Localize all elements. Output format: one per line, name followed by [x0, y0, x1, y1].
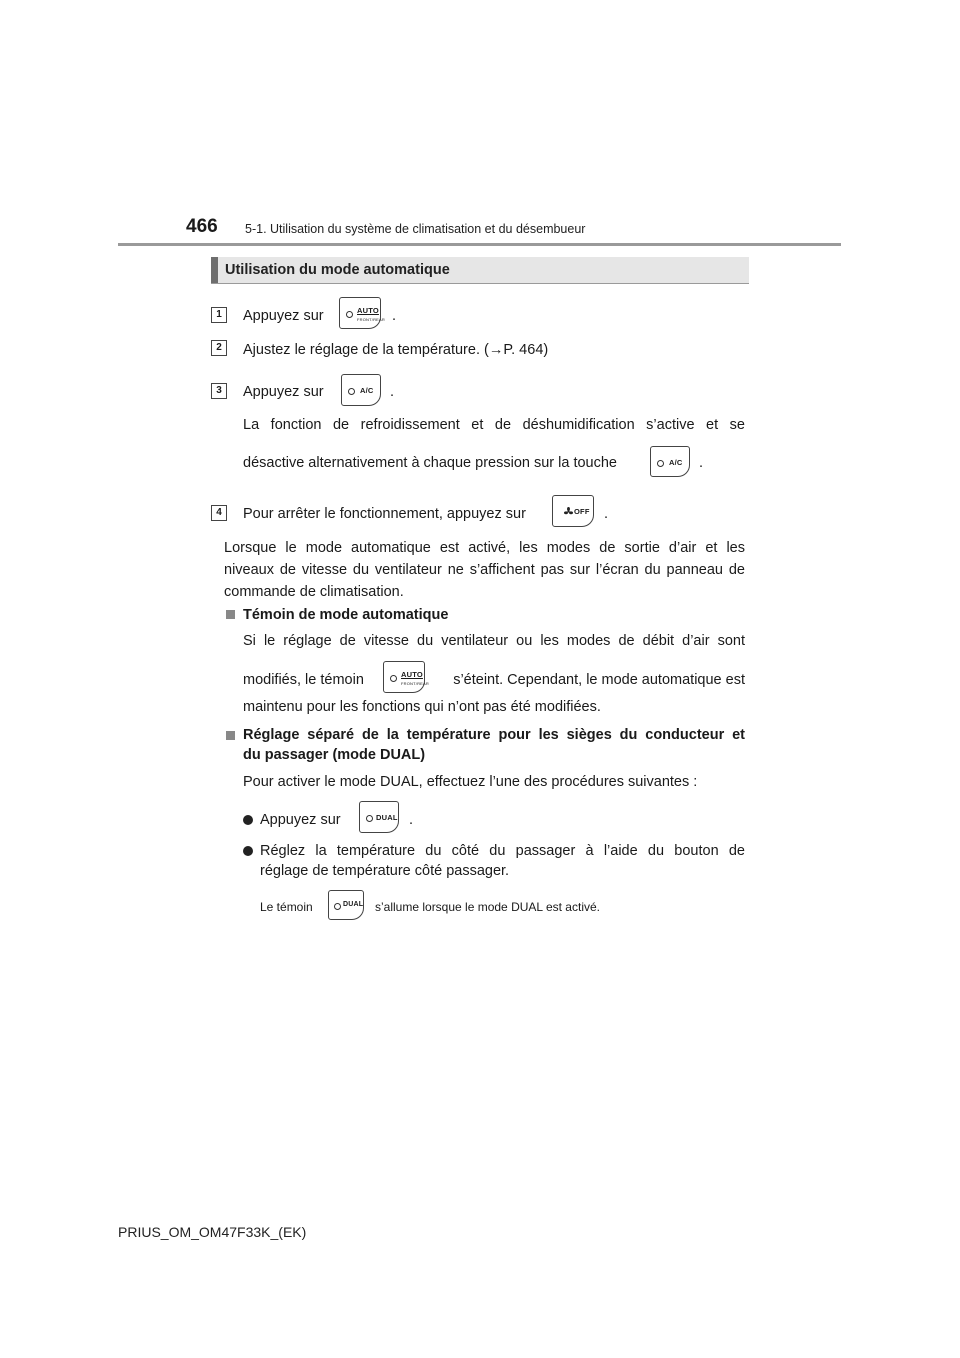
- step-2-text: Ajustez le réglage de la température. (→P. 464): [243, 342, 549, 358]
- dual-bullet-1-text: Appuyez sur: [260, 812, 341, 828]
- indicator-light-icon: [390, 675, 397, 682]
- step-number-4: 4: [211, 505, 227, 521]
- ac-button-label: A/C: [360, 386, 374, 395]
- indicator-light-icon: [348, 388, 355, 395]
- step-3-note-line-1: La fonction de refroidissement et de déshumidification s’active et se: [243, 417, 745, 433]
- dual-bullet-2-line-2: réglage de température côté passager.: [260, 863, 510, 879]
- dual-intro: Pour activer le mode DUAL, effectuez l’une des procédures suivantes :: [243, 774, 698, 790]
- step-3-note-period: .: [699, 455, 704, 471]
- auto-indicator-line-2b: s’éteint. Cependant, le mode automatique est: [453, 672, 745, 688]
- off-button-label: OFF: [574, 507, 590, 516]
- dual-heading-line-2: du passager (mode DUAL): [243, 747, 426, 763]
- auto-indicator-line-1: Si le réglage de vitesse du ventilateur ou les modes de débit d’air sont: [243, 633, 745, 649]
- auto-button-icon: [383, 661, 429, 693]
- section-bar-accent: [211, 257, 218, 283]
- step-1-text: Appuyez sur: [243, 308, 324, 324]
- indicator-light-icon: [366, 815, 373, 822]
- step-3-text: Appuyez sur: [243, 384, 324, 400]
- dual-note-text-end: s’allume lorsque le mode DUAL est activé.: [375, 900, 600, 914]
- dual-bullet-1-period: .: [409, 812, 414, 828]
- indicator-light-icon: [334, 903, 341, 910]
- dual-note-text: Le témoin: [260, 900, 313, 914]
- auto-button-sublabel: FRONT/REAR: [401, 681, 429, 686]
- ac-button-label: A/C: [669, 458, 683, 467]
- step-1-period: .: [392, 308, 397, 324]
- dual-button-label: DUAL: [376, 813, 398, 822]
- step-4-period: .: [604, 506, 609, 522]
- fan-icon: [564, 507, 573, 516]
- step-number-1: 1: [211, 307, 227, 323]
- section-title-bar: [211, 257, 749, 284]
- running-header: 5-1. Utilisation du système de climatisation et du désembueur: [245, 222, 586, 236]
- indicator-light-icon: [346, 311, 353, 318]
- dot-bullet-icon: [243, 846, 253, 856]
- off-button-icon: [552, 495, 594, 527]
- auto-indicator-heading: Témoin de mode automatique: [243, 607, 449, 623]
- dual-heading-line-1: Réglage séparé de la température pour les sièges du conducteur et: [243, 727, 745, 743]
- auto-button-icon: [339, 297, 385, 329]
- auto-button-label: AUTO: [401, 670, 423, 679]
- ac-button-icon: [341, 374, 381, 406]
- square-bullet-icon: [226, 731, 235, 740]
- step-4-text: Pour arrêter le fonctionnement, appuyez sur: [243, 506, 526, 522]
- auto-button-sublabel: FRONT/REAR: [357, 317, 385, 322]
- paragraph-line-2: niveaux de vitesse du ventilateur ne s’affichent pas sur l’écran du panneau de: [224, 562, 745, 578]
- dual-button-icon: [328, 890, 364, 920]
- document-footer: PRIUS_OM_OM47F33K_(EK): [118, 1224, 307, 1240]
- section-title: Utilisation du mode automatique: [225, 262, 450, 278]
- dot-bullet-icon: [243, 815, 253, 825]
- step-3-period: .: [390, 384, 395, 400]
- paragraph-line-3: commande de climatisation.: [224, 584, 404, 600]
- auto-indicator-line-3: maintenu pour les fonctions qui n’ont pas été modifiées.: [243, 699, 601, 715]
- dual-bullet-2-line-1: Réglez la température du côté du passager à l’aide du bouton de: [260, 843, 745, 859]
- ac-button-icon: [650, 446, 690, 477]
- step-number-3: 3: [211, 383, 227, 399]
- auto-button-label: AUTO: [357, 306, 379, 315]
- step-3-note-line-2: désactive alternativement à chaque pression sur la touche: [243, 455, 617, 471]
- paragraph-line-1: Lorsque le mode automatique est activé, les modes de sortie d’air et les: [224, 540, 745, 556]
- dual-button-icon: [359, 801, 399, 833]
- header-rule: [118, 243, 841, 246]
- dual-button-label: DUAL: [343, 901, 364, 908]
- page-number: 466: [186, 216, 218, 237]
- auto-indicator-line-2a: modifiés, le témoin: [243, 672, 364, 688]
- step-number-2: 2: [211, 340, 227, 356]
- square-bullet-icon: [226, 610, 235, 619]
- indicator-light-icon: [657, 460, 664, 467]
